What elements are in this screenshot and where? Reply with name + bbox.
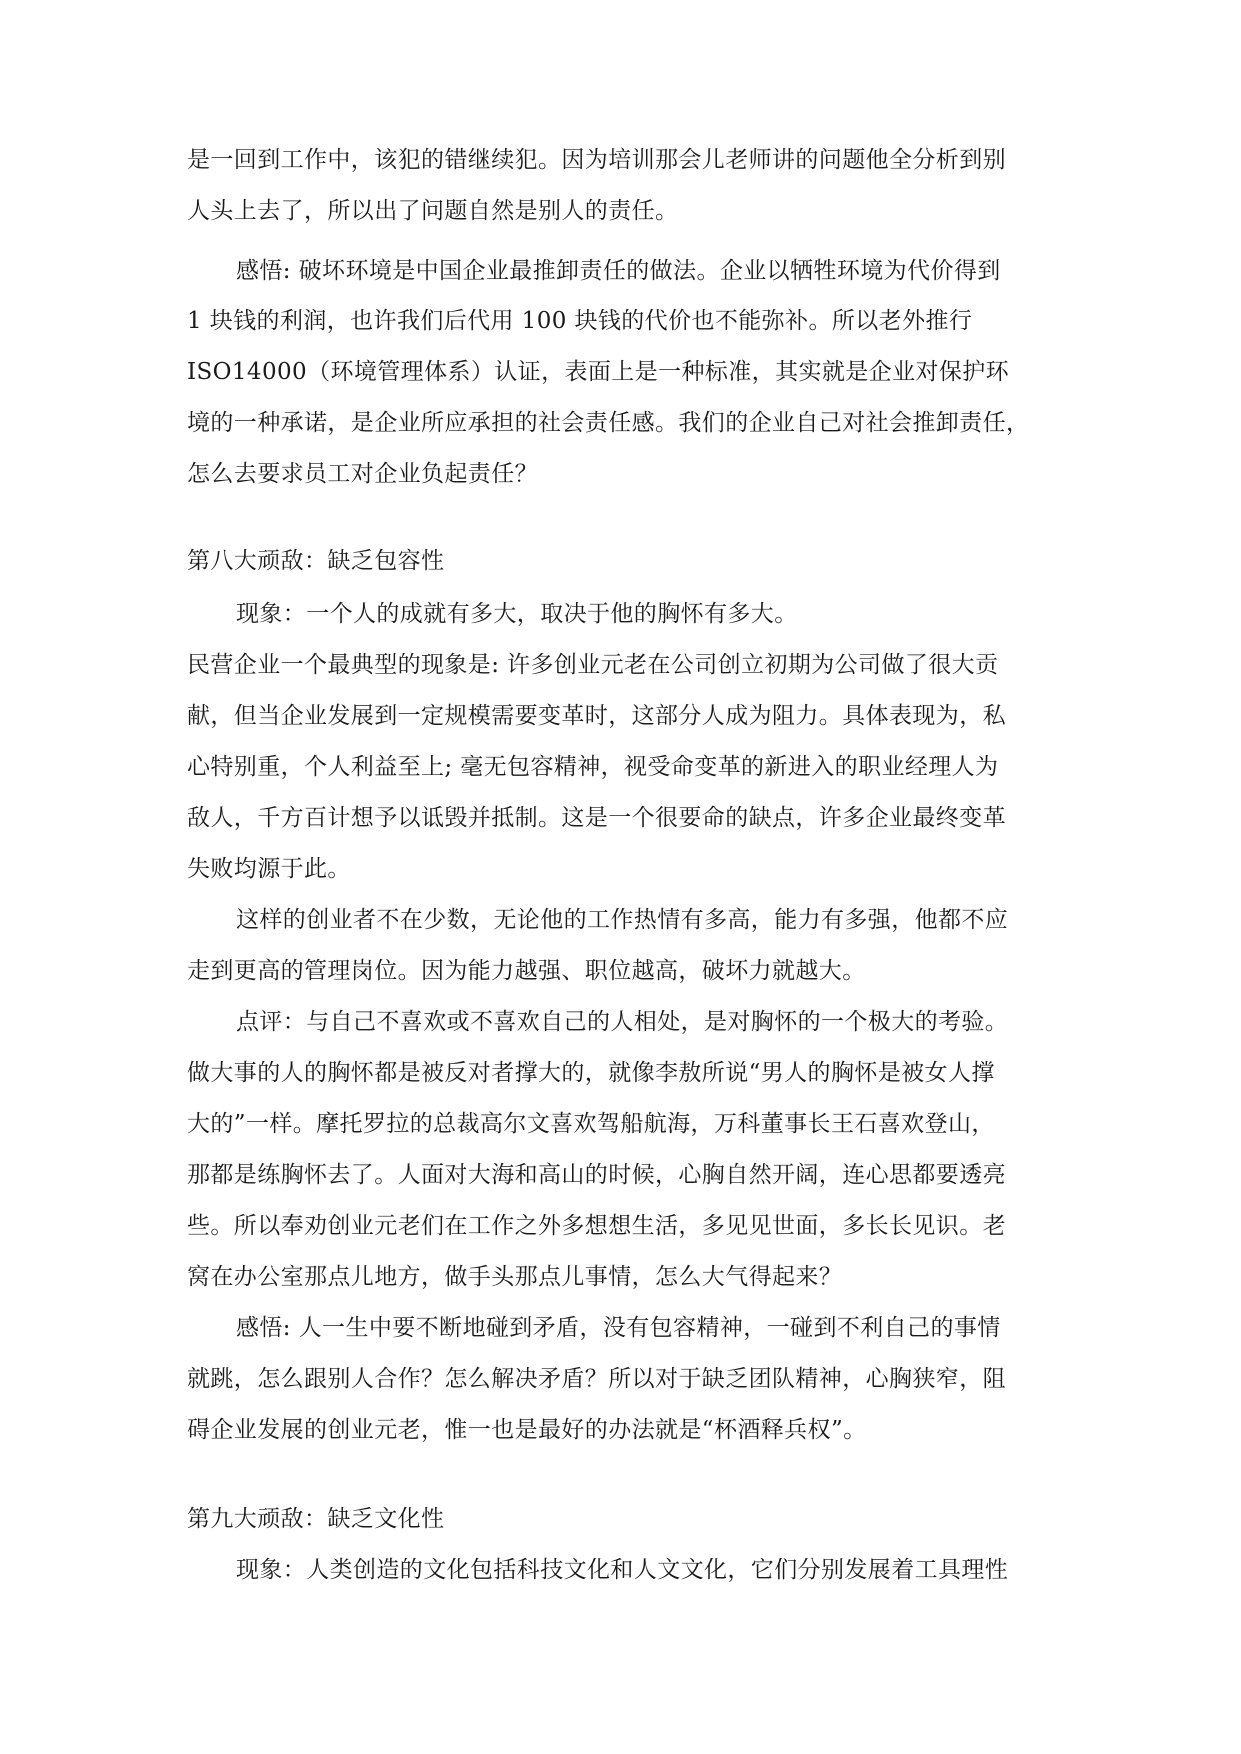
paragraph-line: 心特别重，个人利益至上; 毫无包容精神，视受命变革的新进入的职业经理人为: [187, 754, 999, 780]
paragraph-line: 民营企业一个最典型的现象是: 许多创业元老在公司创立初期为公司做了很大贡: [187, 652, 999, 678]
paragraph-line: 敌人，千方百计想予以诋毁并抵制。这是一个很要命的缺点，许多企业最终变革: [187, 805, 1006, 831]
paragraph-line: 人头上去了，所以出了问题自然是别人的责任。: [187, 198, 679, 224]
paragraph-line: 窝在办公室那点儿地方，做手头那点儿事情，怎么大气得起来？: [187, 1264, 843, 1290]
paragraph-line: 就跳，怎么跟别人合作？怎么解决矛盾？所以对于缺乏团队精神，心胸狭窄，阻: [187, 1366, 1006, 1392]
section-heading: 第九大顽敌：缺乏文化性: [187, 1506, 445, 1532]
paragraph-line: 碍企业发展的创业元老，惟一也是最好的办法就是“杯酒释兵权”。: [187, 1417, 867, 1443]
paragraph-line: 做大事的人的胸怀都是被反对者撑大的，就像李敖所说“男人的胸怀是被女人撑: [187, 1060, 995, 1086]
paragraph-line: 现象：一个人的成就有多大，取决于他的胸怀有多大。: [236, 601, 798, 627]
paragraph-line: 走到更高的管理岗位。因为能力越强、职位越高，破坏力就越大。: [187, 958, 866, 984]
paragraph-line: 1 块钱的利润，也许我们后代用 100 块钱的代价也不能弥补。所以老外推行: [187, 308, 973, 334]
paragraph-line: 感悟: 人一生中要不断地碰到矛盾，没有包容精神，一碰到不利自己的事情: [236, 1315, 1001, 1341]
paragraph-line: 献，但当企业发展到一定规模需要变革时，这部分人成为阻力。具体表现为，私: [187, 703, 1006, 729]
paragraph-line: ISO14000（环境管理体系）认证，表面上是一种标准，其实就是企业对保护环: [187, 359, 1010, 385]
paragraph-line: 现象：人类创造的文化包括科技文化和人文文化，它们分别发展着工具理性: [236, 1557, 1009, 1583]
section-heading: 第八大顽敌：缺乏包容性: [187, 548, 445, 574]
paragraph-line: 怎么去要求员工对企业负起责任？: [187, 461, 538, 487]
paragraph-line: 点评：与自己不喜欢或不喜欢自己的人相处，是对胸怀的一个极大的考验。: [236, 1009, 1009, 1035]
paragraph-line: 失败均源于此。: [187, 856, 351, 882]
paragraph-line: 是一回到工作中，该犯的错继续犯。因为培训那会儿老师讲的问题他全分析到别: [187, 147, 1006, 173]
paragraph-line: 那都是练胸怀去了。人面对大海和高山的时候，心胸自然开阔，连心思都要透亮: [187, 1162, 1006, 1188]
paragraph-line: 些。所以奉劝创业元老们在工作之外多想想生活，多见见世面，多长长见识。老: [187, 1213, 1006, 1239]
paragraph-line: 大的”一样。摩托罗拉的总裁高尔文喜欢驾船航海，万科董事长王石喜欢登山，: [187, 1111, 995, 1137]
paragraph-line: 感悟: 破坏环境是中国企业最推卸责任的做法。企业以牺牲环境为代价得到: [236, 258, 1001, 284]
paragraph-line: 这样的创业者不在少数，无论他的工作热情有多高，能力有多强，他都不应: [236, 907, 1009, 933]
paragraph-line: 境的一种承诺，是企业所应承担的社会责任感。我们的企业自己对社会推卸责任，: [187, 410, 1030, 436]
